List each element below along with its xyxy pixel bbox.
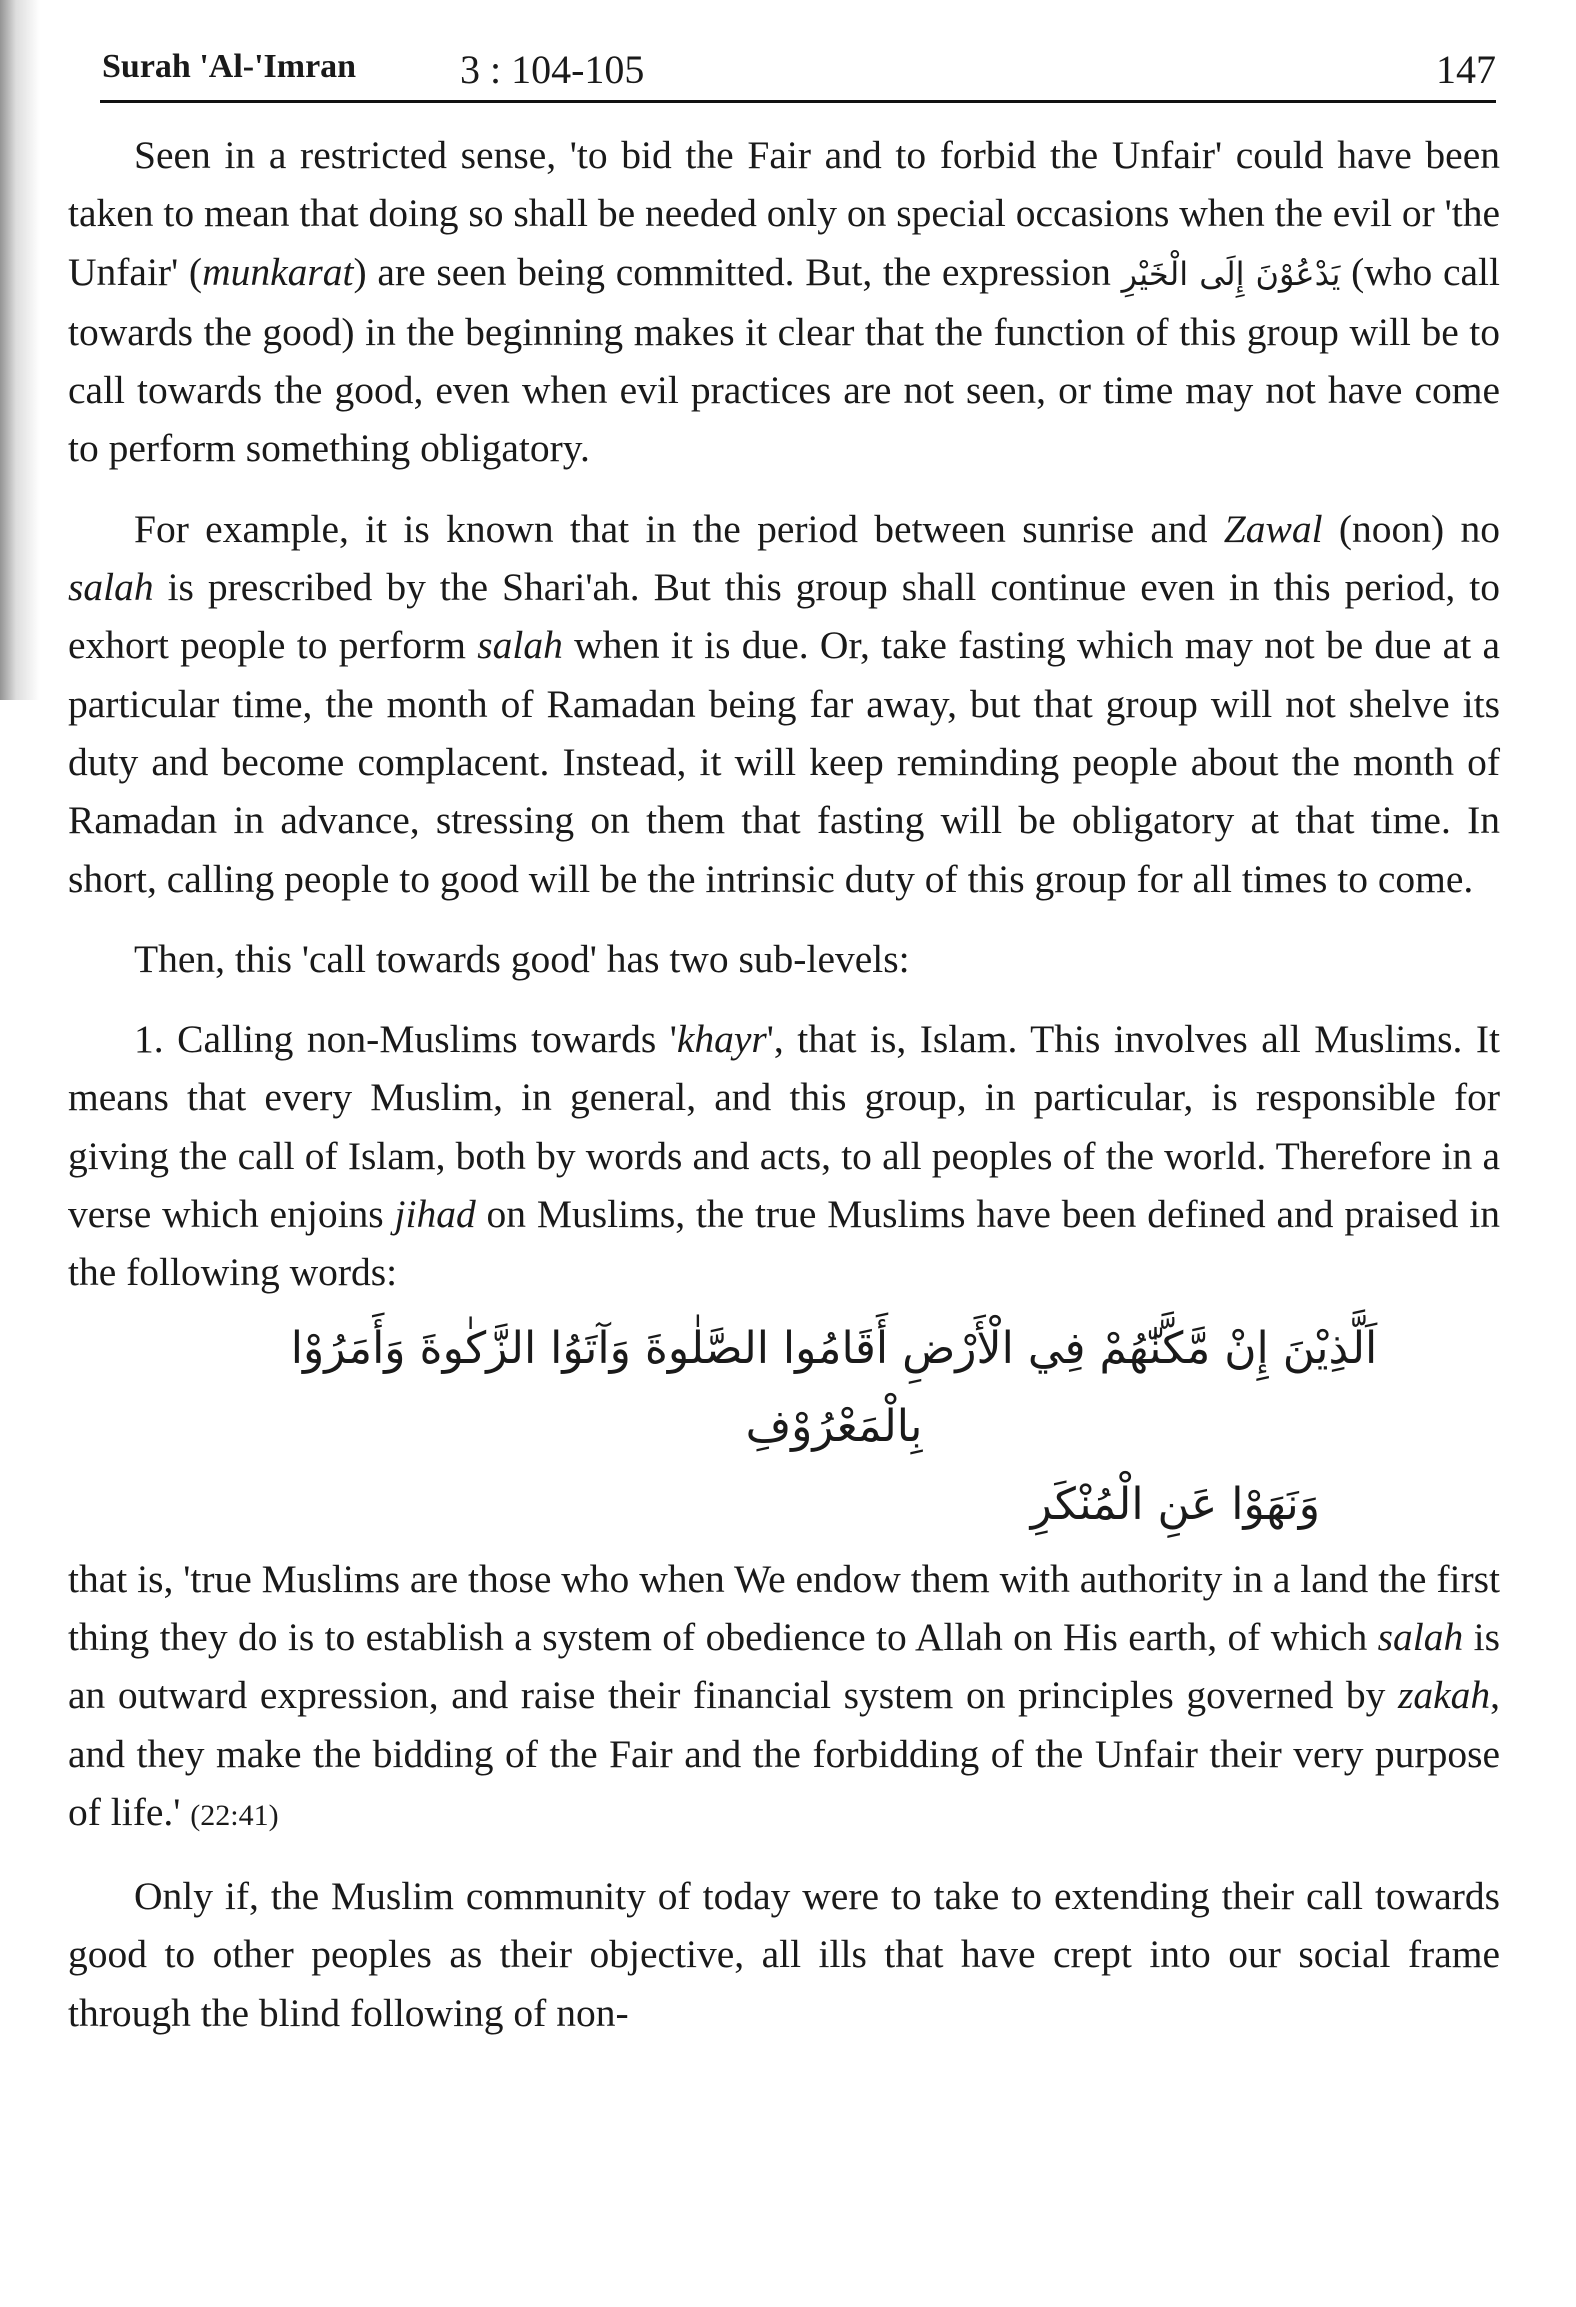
header-rule [100, 100, 1496, 103]
page-number: 147 [1436, 47, 1496, 92]
arabic-verse-line-2: وَنَهَوْا عَنِ الْمُنْكَرِ [1030, 1478, 1320, 1530]
paragraph-6: Only if, the Muslim community of today were to take to extending their call towards good to other peoples as their objective, all ills that have crept into our social frame through the blind following of non- [68, 1874, 1500, 2035]
verse-range: 3 : 104-105 [460, 47, 645, 92]
arabic-verse-line-1: اَلَّذِيْنَ إِنْ مَّكَّنّٰهُمْ فِي الْأَرْضِ أَقَامُوا الصَّلٰوةَ وَآتَوُا الزَّكٰوةَ وَأَمَرُوْا بِالْمَعْرُوْفِ [290, 1322, 1378, 1452]
scan-shadow [0, 0, 40, 700]
arabic-verse [228, 1310, 1440, 1544]
paragraph-1: Seen in a restricted sense, 'to bid the Fair and to forbid the Unfair' could have been taken to mean that doing so shall be needed only on special occasions when the evil or 'the Unfair' (munkarat) are seen being committed. But, the expression يَدْعُوْنَ إِلَى الْخَيْرِ (who call towards the good) in the beginning makes it clear that the function of this group will be to call towards the good, even when evil practices are not seen, or time may not have come to perform something obligatory. [68, 133, 1501, 471]
surah-title: Surah 'Al-'Imran [102, 48, 357, 85]
body-text [68, 126, 1500, 2042]
paragraph-2: For example, it is known that in the period between sunrise and Zawal (noon) no salah is prescribed by the Shari'ah. But this group shall continue even in this period, to exhort people to perform salah when it is due. Or, take fasting which may not be due at a particular time, the month of Ramadan being far away, but that group will not shelve its duty and become complacent. Instead, it will keep reminding people about the month of Ramadan in advance, stressing on them that fasting will be obligatory at that time. In short, calling people to good will be the intrinsic duty of this group for all times to come. [68, 506, 1500, 901]
page-header [80, 42, 1496, 106]
paragraph-3: Then, this 'call towards good' has two sub-levels: [134, 936, 910, 981]
paragraph-5: that is, 'true Muslims are those who when We endow them with authority in a land the first thing they do is to establish a system of obedience to Allah on His earth, of which salah is an outward expression, and raise their financial system on principles governed by zakah, and they make the bidding of the Fair and the forbidding of the Unfair their very purpose of life.' (22:41) [68, 1556, 1500, 1834]
verse-citation: (22:41) [190, 1798, 279, 1832]
inline-arabic-phrase: يَدْعُوْنَ إِلَى الْخَيْرِ [1121, 254, 1341, 293]
paragraph-4: 1. Calling non-Muslims towards 'khayr', that is, Islam. This involves all Muslims. It means that every Muslim, in general, and this group, in particular, is responsible for giving the call of Islam, both by words and acts, to all peoples of the world. Therefore in a verse which enjoins jihad on Muslims, the true Muslims have been defined and praised in the following words: [68, 1017, 1500, 1295]
